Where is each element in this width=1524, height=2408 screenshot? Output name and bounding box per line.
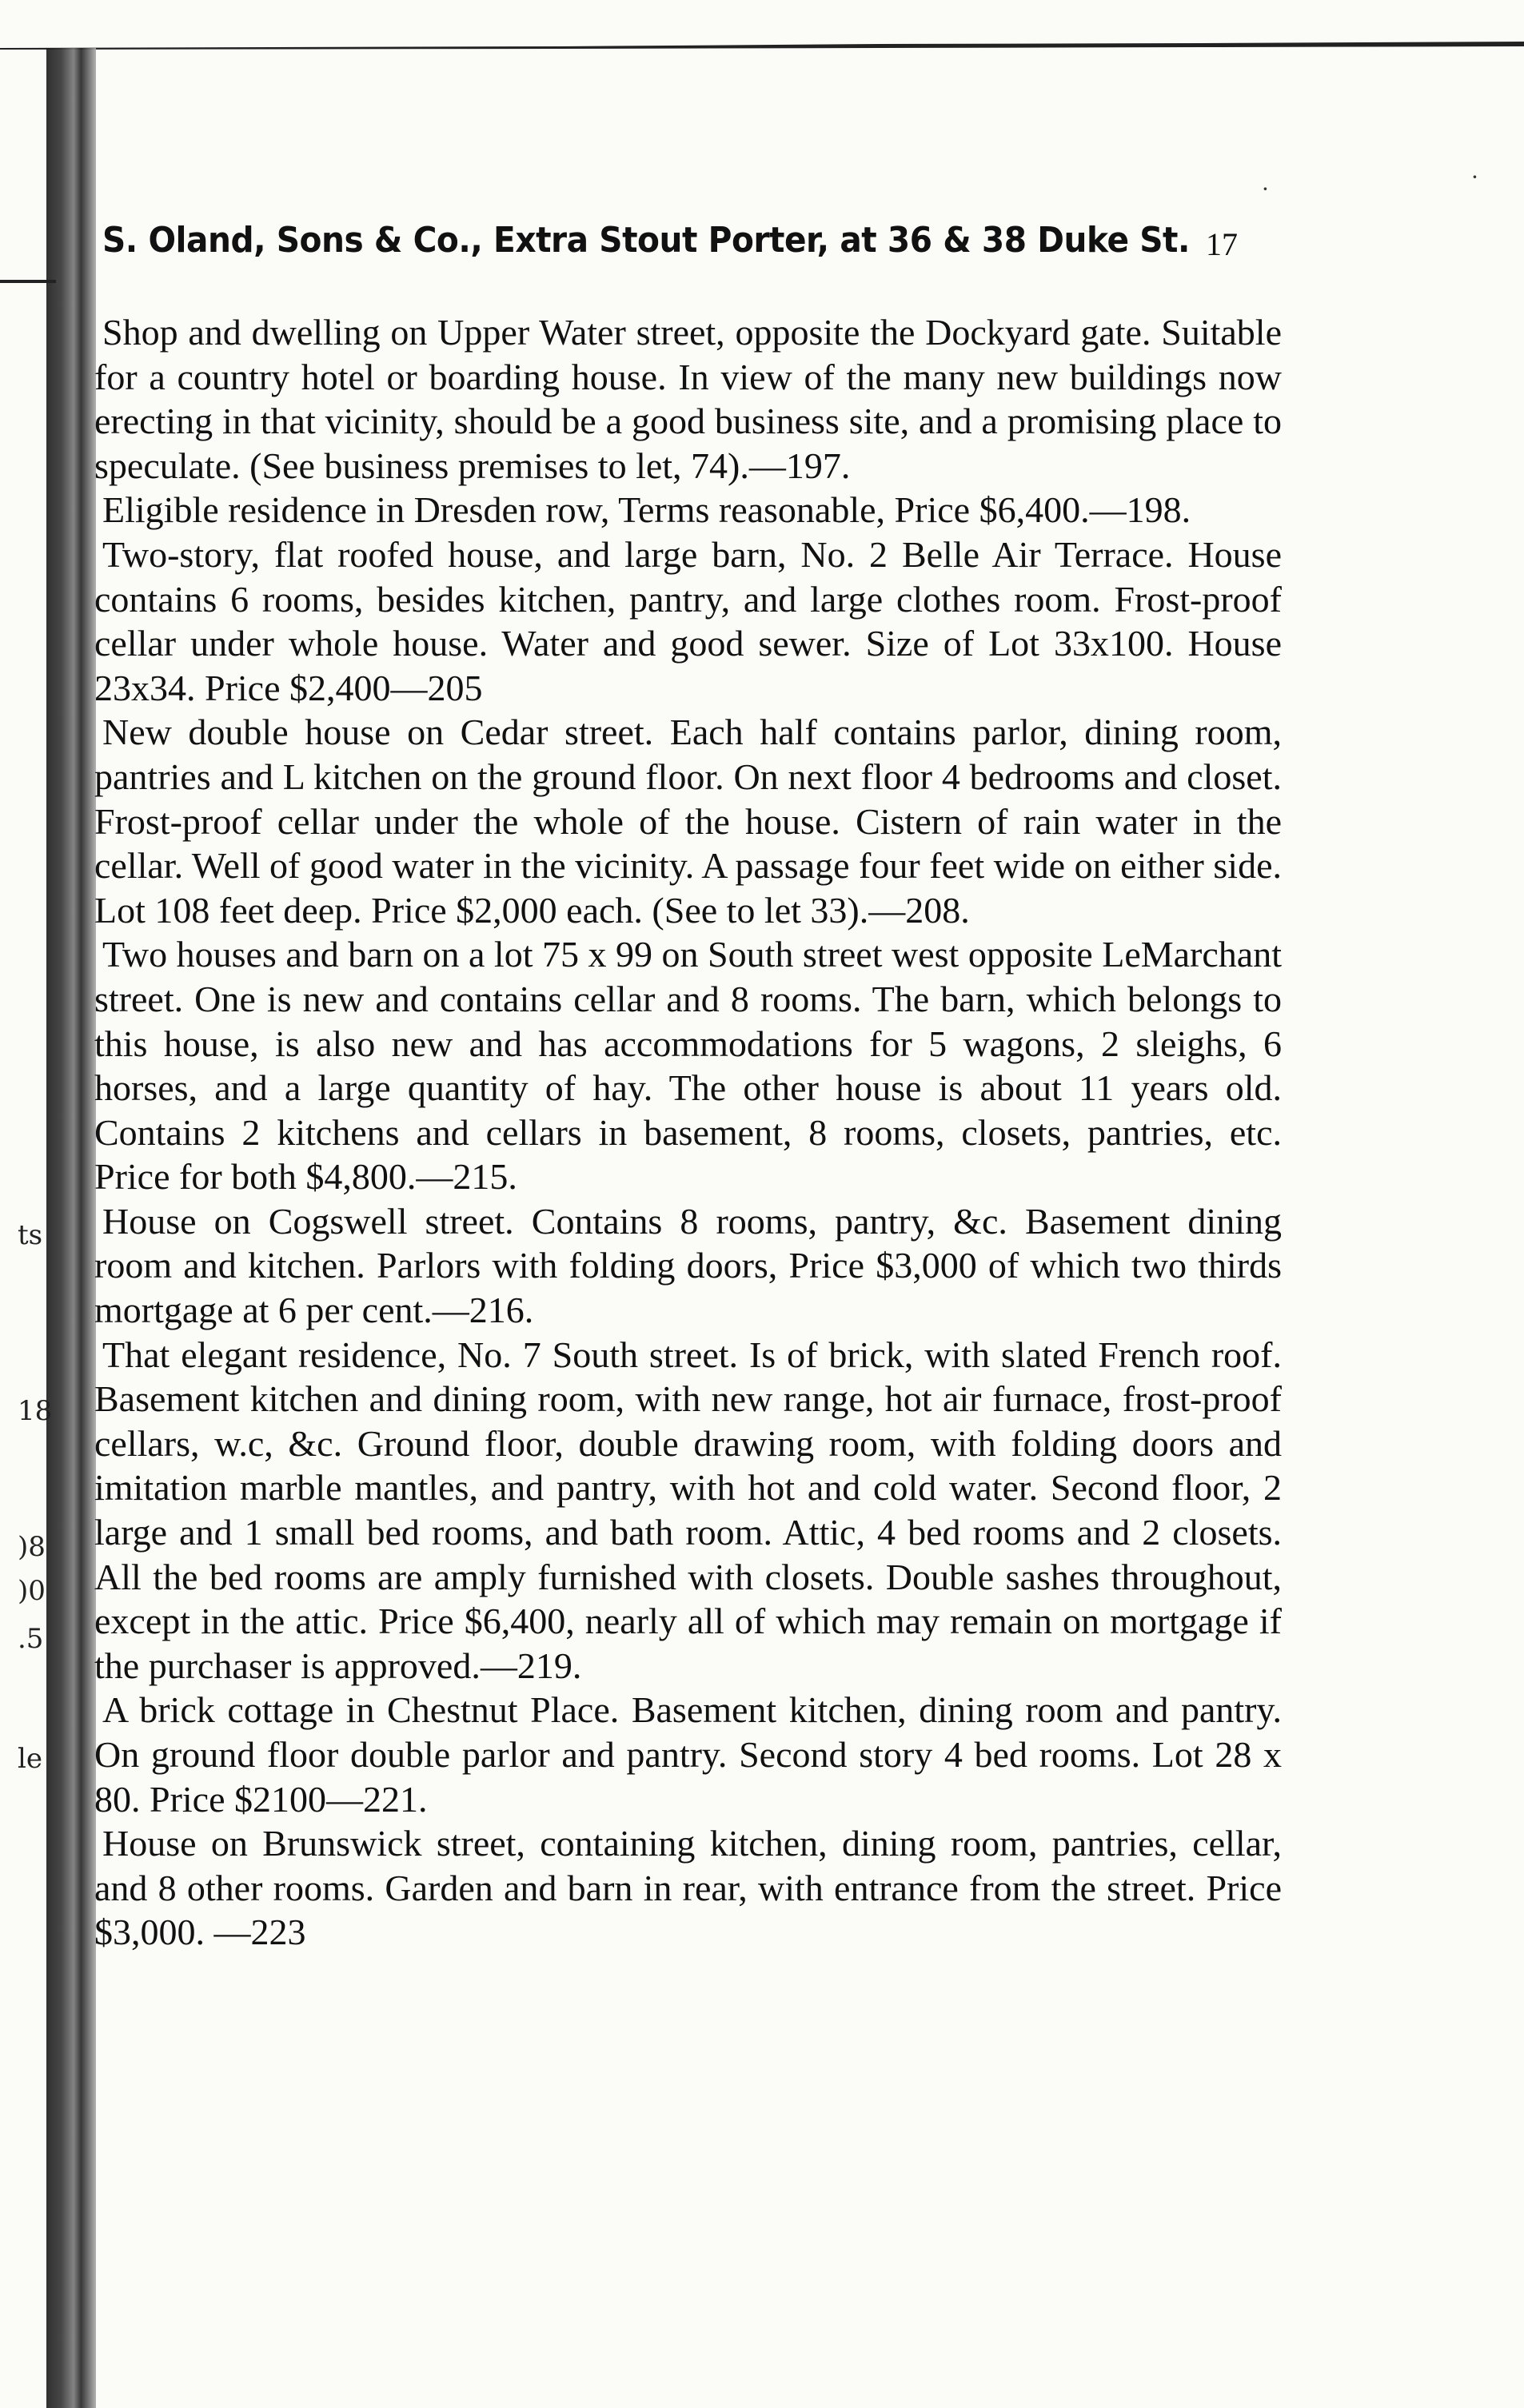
page-binding-edge — [46, 48, 96, 2408]
listing-paragraph: Two-story, flat roofed house, and large barn, No. 2 Belle Air Terrace. House contains 6 rooms, besides kitchen, pantry, and large clothes room. Frost-proof cellar under whole house. Water and good sewer. Size of Lot 33x100. House 23x34. Price $2,400—205 — [94, 533, 1282, 708]
margin-fragment: 18 — [18, 1395, 53, 1427]
listing-paragraph: House on Cogswell street. Contains 8 rooms, pantry, &c. Basement dining room and kitchen. Parlors with folding doors, Price $3,000 of which two thirds mortgage at 6 per cent.—216. — [94, 1200, 1282, 1331]
margin-fragment: )0 — [18, 1575, 46, 1607]
listing-paragraph: Two houses and barn on a lot 75 x 99 on South street west opposite LeMarchant street. One is new and contains cellar and 8 rooms. The barn, which belongs to this house, is also new and has accommodations for 5 wagons, 2 sleighs, 6 horses, and a large quantity of hay. The other house is about 11 years old. Contains 2 kitchens and cellars in basement, 8 rooms, closets, pantries, etc. Price for both $4,800.—215. — [94, 934, 1282, 1198]
listings-column — [94, 310, 1282, 1955]
page-number: 17 — [1206, 226, 1238, 262]
margin-rule — [0, 280, 56, 283]
listing-paragraph: Eligible residence in Dresden row, Terms reasonable, Price $6,400.—198. — [102, 489, 1191, 531]
listing-paragraph: A brick cottage in Chestnut Place. Basement kitchen, dining room and pantry. On ground floor double parlor and pantry. Second story 4 bed rooms. Lot 28 x 80. Price $2100—221. — [94, 1689, 1282, 1820]
scan-speck: · — [1262, 176, 1269, 202]
listing-paragraph: That elegant residence, No. 7 South street. Is of brick, with slated French roof. Basement kitchen and dining room, with new range, hot air furnace, frost-proof cellars, w.c, &c. Ground floor, double drawing room, with folding doors and imitation marble mantles, and pantry, with hot and cold water. Second floor, 2 large and 1 small bed rooms, and bath room. Attic, 4 bed rooms and 2 closets. All the bed rooms are amply furnished with closets. Double sashes throughout, except in the attic. Price $6,400, nearly all of which may remain on mortgage if the purchaser is approved.—219. — [94, 1334, 1282, 1686]
scan-speck: · — [1471, 164, 1478, 190]
listing-paragraph: House on Brunswick street, containing kitchen, dining room, pantries, cellar, and 8 other rooms. Garden and barn in rear, with entrance from the street. Price $3,000. —223 — [94, 1823, 1282, 1953]
header-advertisement: S. Oland, Sons & Co., Extra Stout Porter, at 36 & 38 Duke St. — [102, 220, 1190, 261]
margin-fragment: ts — [18, 1219, 43, 1251]
margin-fragment: )8 — [18, 1531, 46, 1563]
running-header — [102, 220, 1270, 276]
top-torn-edge — [0, 42, 1524, 53]
listing-paragraph: New double house on Cedar street. Each half contains parlor, dining room, pantries and L kitchen on the ground floor. On next floor 4 bedrooms and closet. Frost-proof cellar under the whole of the house. Cistern of rain water in the cellar. Well of good water in the vicinity. A passage four feet wide on either side. Lot 108 feet deep. Price $2,000 each. (See to let 33).—208. — [94, 712, 1282, 931]
margin-fragment: le — [18, 1743, 42, 1775]
margin-fragment: .5 — [18, 1623, 44, 1655]
listing-paragraph: Shop and dwelling on Upper Water street, opposite the Dockyard gate. Suitable for a country hotel or boarding house. In view of the many new buildings now erecting in that vicinity, should be a good business site, and a promising place to speculate. (See business premises to let, 74).—197. — [94, 312, 1282, 486]
